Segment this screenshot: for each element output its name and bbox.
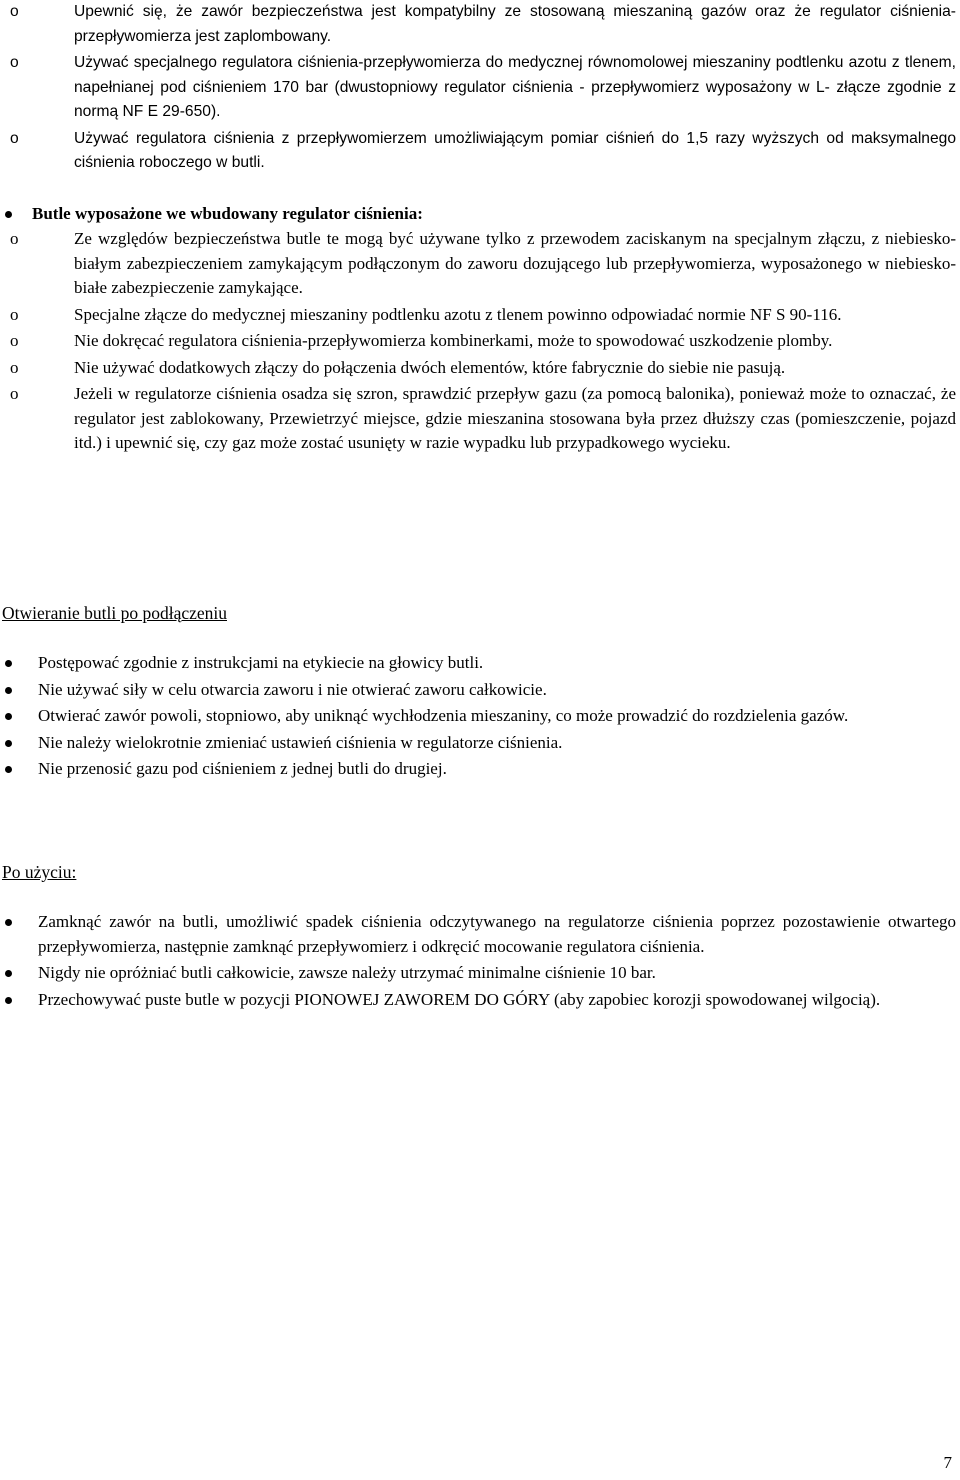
page-number: 7 xyxy=(943,1453,952,1472)
list-item: o Nie używać dodatkowych złączy do połączenia dwóch elementów, które fabrycznie do siebie nie pasują. xyxy=(0,356,960,381)
list-item: o Specjalne złącze do medycznej mieszaniny podtlenku azotu z tlenem powinno odpowiadać normie NF S 90-116. xyxy=(0,303,960,328)
list-item: Nie używać siły w celu otwarcia zaworu i nie otwierać zaworu całkowicie. xyxy=(0,678,960,703)
section-heading-opening: Otwieranie butli po podłączeniu xyxy=(2,603,227,623)
list-item: Nie przenosić gazu pod ciśnieniem z jednej butli do drugiej. xyxy=(0,757,960,782)
list-item: Otwierać zawór powoli, stopniowo, aby uniknąć wychłodzenia mieszaniny, co może prowadzić do rozdzielenia gazów. xyxy=(0,704,960,729)
list-item: Postępować zgodnie z instrukcjami na etykiecie na głowicy butli. xyxy=(0,651,960,676)
list-item: o Używać specjalnego regulatora ciśnienia-przepływomierza do medycznej równomolowej mieszaniny podtlenku azotu z tlenem, napełnianej pod ciśnieniem 170 bar (dwustopniowy regulator ciśnienia - przepływomierz wyposażony w L- złącze zgodnie z normą NF E 29-650). xyxy=(0,51,960,125)
list-item: o Ze względów bezpieczeństwa butle te mogą być używane tylko z przewodem zaciskanym na specjalnym złączu, z niebiesko-białym zabezpieczeniem zamykającym podłączonym do zaworu dozującego lub przepływomierza, wyposażonego w niebiesko-białe zabezpieczenie zamykające. xyxy=(0,227,960,301)
regulator-requirements-list xyxy=(0,0,960,178)
list-item: Nie należy wielokrotnie zmieniać ustawień ciśnienia w regulatorze ciśnienia. xyxy=(0,731,960,756)
opening-instructions-list xyxy=(0,651,960,784)
list-item: Nigdy nie opróżniać butli całkowicie, zawsze należy utrzymać minimalne ciśnienie 10 bar. xyxy=(0,961,960,986)
bullet-icon xyxy=(5,211,12,218)
section-heading-after-use: Po użyciu: xyxy=(2,862,77,882)
list-item: o Używać regulatora ciśnienia z przepływomierzem umożliwiającym pomiar ciśnień do 1,5 razy wyższych od maksymalnego ciśnienia roboczego w butli. xyxy=(0,127,960,176)
list-item: Przechowywać puste butle w pozycji PIONOWEJ ZAWOREM DO GÓRY (aby zapobiec korozji spowodowanej wilgocią). xyxy=(0,988,960,1013)
section-title: Butle wyposażone we wbudowany regulator ciśnienia: xyxy=(32,204,423,223)
list-item: o Jeżeli w regulatorze ciśnienia osadza się szron, sprawdzić przepływ gazu (za pomocą balonika), ponieważ może to oznaczać, że regulator jest zablokowany, Przewietrzyć miejsce, gdzie mieszanina stosowana była przez dłuższy czas (pomieszczenie, pojazd itd.) i upewnić się, czy gaz może zostać usunięty w razie wypadku lub przypadkowego wycieku. xyxy=(0,382,960,456)
built-in-regulator-list xyxy=(0,227,960,458)
list-item: Zamknąć zawór na butli, umożliwić spadek ciśnienia odczytywanego na regulatorze ciśnienia poprzez pozostawienie otwartego przepływomierza, następnie zamknąć przepływomierz i odkręcić mocowanie regulatora ciśnienia. xyxy=(0,910,960,959)
list-item: o Upewnić się, że zawór bezpieczeństwa jest kompatybilny ze stosowaną mieszaniną gazów oraz że regulator ciśnienia-przepływomierza jest zaplombowany. xyxy=(0,0,960,49)
list-item: o Nie dokręcać regulatora ciśnienia-przepływomierza kombinerkami, może to spowodować uszkodzenie plomby. xyxy=(0,329,960,354)
after-use-instructions-list xyxy=(0,910,960,1014)
